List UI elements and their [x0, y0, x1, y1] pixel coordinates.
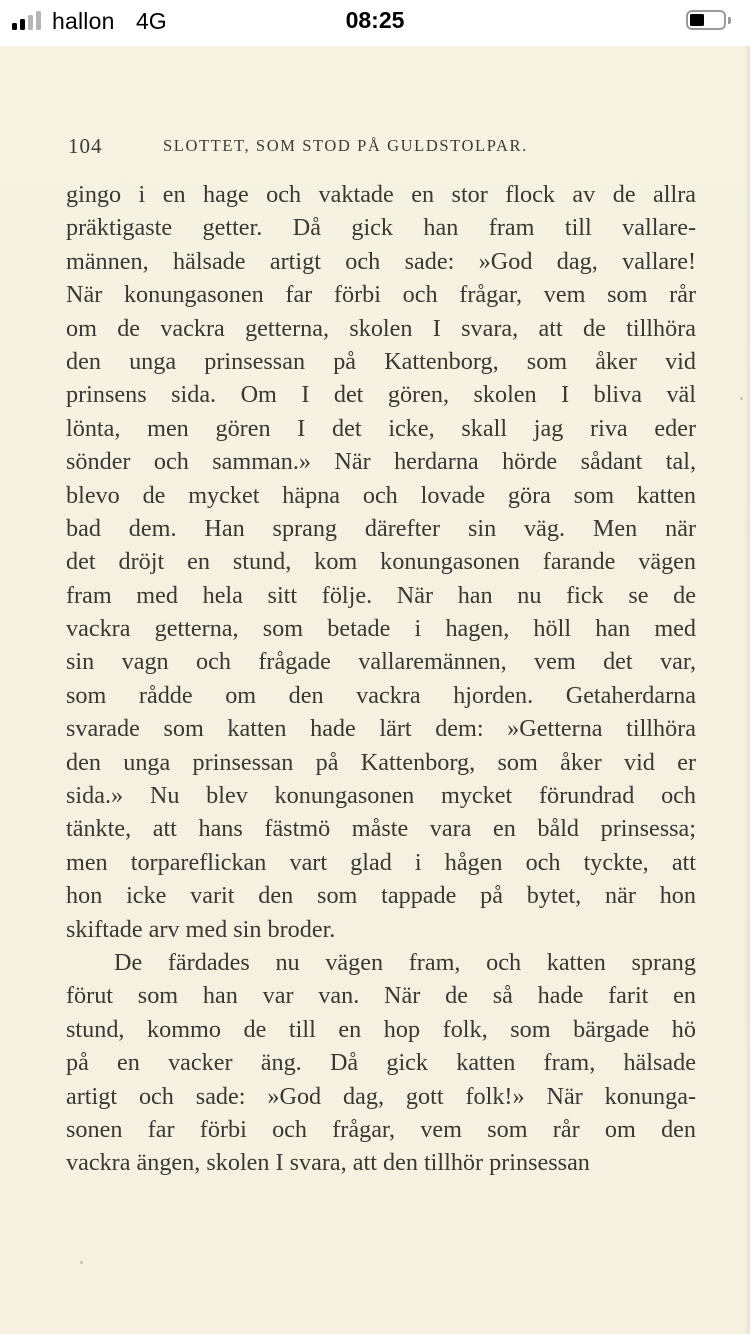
running-head	[68, 134, 708, 160]
text-line: det dröjt en stund, kom konungasonen farande vägen	[66, 548, 696, 576]
text-line: vackra getterna, som betade i hagen, höll han med	[66, 615, 696, 643]
text-line: präktigaste getter. Då gick han fram till vallare-	[66, 214, 696, 242]
status-bar	[0, 0, 750, 46]
text-line: sonen far förbi och frågar, vem som rår om den	[66, 1115, 696, 1143]
text-line: vackra ängen, skolen I svara, att den tillhör prinsessan	[66, 1149, 590, 1177]
battery-level	[690, 14, 704, 26]
text-line: gingo i en hage och vaktade en stor flock av de allra	[66, 181, 696, 208]
text-line: sin vagn och frågade vallaremännen, vem det var,	[66, 648, 696, 676]
text-line: men torpareflickan vart glad i hågen och tyckte, att	[66, 848, 696, 876]
text-line: på en vacker äng. Då gick katten fram, hälsade	[66, 1049, 696, 1077]
text-line: svarade som katten hade lärt dem: »Getterna tillhöra	[66, 715, 696, 743]
text-line: hon icke varit den som tappade på bytet, när hon	[66, 882, 696, 910]
text-line: artigt och sade: »God dag, gott folk!» När konunga-	[66, 1082, 696, 1110]
text-line: männen, hälsade artigt och sade: »God dag, vallare!	[66, 247, 696, 275]
chapter-title: SLOTTET, SOM STOD PÅ GULDSTOLPAR.	[163, 136, 528, 155]
text-line: som rådde om den vackra hjorden. Getaherdarna	[66, 681, 696, 709]
text-line: förut som han var van. När de så hade farit en	[66, 982, 696, 1010]
text-line: den unga prinsessan på Kattenborg, som åker vid	[66, 347, 696, 375]
status-time: 08:25	[345, 7, 405, 33]
page-edge-shadow	[744, 46, 750, 1334]
carrier-name: hallon	[52, 8, 115, 34]
text-line: sönder och samman.» När herdarna hörde sådant tal,	[66, 448, 696, 476]
text-line: sida.» Nu blev konungasonen mycket förundrad och	[66, 782, 696, 810]
text-line: prinsens sida. Om I det gören, skolen I bliva väl	[66, 381, 696, 409]
text-line: lönta, men gören I det icke, skall jag riva eder	[66, 414, 696, 442]
text-line: De färdades nu vägen fram, och katten sprang	[114, 948, 696, 976]
text-line: bad dem. Han sprang därefter sin väg. Men när	[66, 514, 696, 542]
text-line: stund, kommo de till en hop folk, som bärgade hö	[66, 1015, 696, 1043]
battery-tip	[728, 17, 731, 24]
text-line: När konungasonen far förbi och frågar, vem som rår	[66, 281, 696, 309]
text-line: fram med hela sitt följe. När han nu fick se de	[66, 581, 696, 609]
body-text	[66, 178, 696, 1180]
paper-speck	[80, 1261, 83, 1264]
book-page-scan[interactable]	[0, 46, 750, 1334]
text-line: blevo de mycket häpna och lovade göra som katten	[66, 481, 696, 509]
battery-icon	[686, 10, 732, 32]
page-number: 104	[68, 134, 103, 158]
text-line: den unga prinsessan på Kattenborg, som åker vid er	[66, 748, 696, 776]
text-line: skiftade arv med sin broder.	[66, 915, 336, 943]
text-line: tänkte, att hans fästmö måste vara en båld prinsessa;	[66, 815, 696, 843]
text-line: om de vackra getterna, skolen I svara, att de tillhöra	[66, 314, 696, 342]
paper-speck	[740, 397, 743, 400]
network-type: 4G	[136, 8, 167, 34]
